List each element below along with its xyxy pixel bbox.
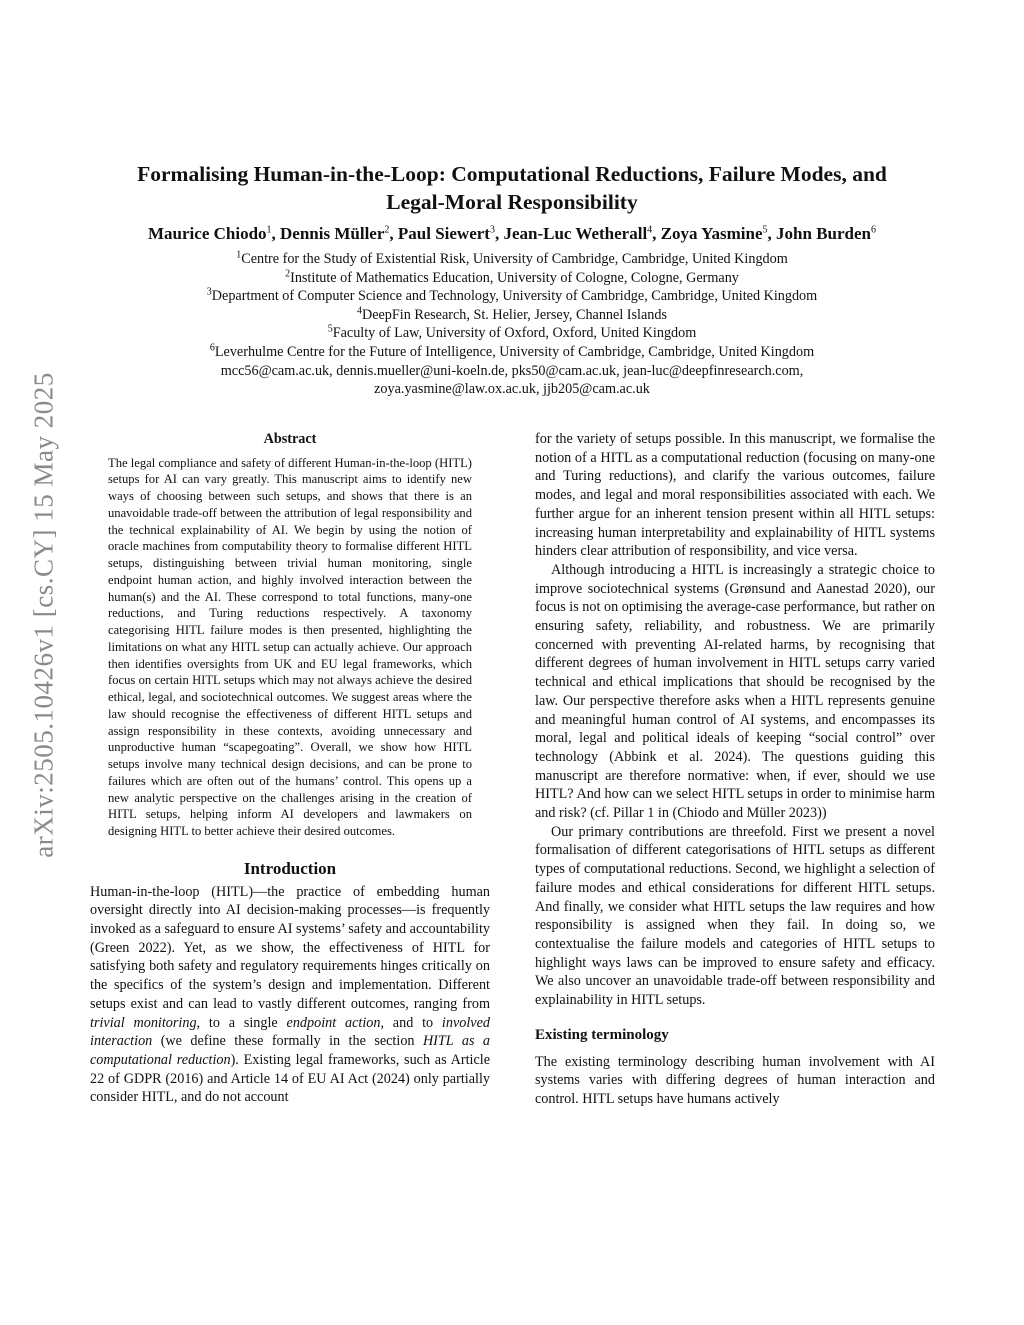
affiliation-text: Leverhulme Centre for the Future of Intelligence, University of Cambridge, Cambridge, United Kingdom bbox=[214, 343, 815, 360]
affiliation-sup: 5 bbox=[327, 323, 333, 335]
affiliation-text: Department of Computer Science and Technology, University of Cambridge, Cambridge, United Kingdom bbox=[211, 288, 818, 305]
affiliation-sup: 2 bbox=[285, 267, 291, 279]
intro-text: , to a single bbox=[196, 1014, 287, 1031]
arxiv-id: arXiv:2505.10426v1 [cs.CY] 15 May 2025 bbox=[28, 372, 59, 858]
author: Zoya Yasmine bbox=[660, 224, 763, 243]
affiliation-text: Centre for the Study of Existential Risk, University of Cambridge, Cambridge, United Kingdom bbox=[241, 251, 788, 267]
affiliation bbox=[80, 269, 944, 288]
abstract-text: The legal compliance and safety of different Human-in-the-loop (HITL) setups for AI can vary greatly. This manuscript aims to identify new ways of choosing between such setups, and shows that there is an unavoidable trade-off between the attribution of legal responsibility and the technical explainability of AI. We begin by using the notion of oracle machines from computability theory to formalise different HITL setups, distinguishing between trivial human monitoring, single endpoint human action, and highly involved interaction between the human(s) and the AI. These correspond to total functions, many-one reductions, and Turing reductions respectively. A taxonomy categorising HITL failure modes is then presented, highlighting the limitations on what any HITL setup can actually achieve. Our approach then identifies oversights from UK and EU legal frameworks, which focus on certain HITL setups which may not always achieve the desired ethical, legal, and sociotechnical outcomes. We suggest areas where the law should recognise the effectiveness of different HITL setups and assign responsibility in these contexts, avoiding unnecessary and unproductive human “scapegoating”. Overall, we show how HITL setups involve many technical design decisions, and can be prone to failures which are often out of the humans’ control. This opens up a new analytic perspective on the challenges arising in the creation of HITL setups, helping inform AI developers and lawmakers on designing HITL to better achieve their desired outcomes. bbox=[108, 455, 472, 839]
affiliation-list bbox=[80, 250, 944, 399]
author-sup: 1 bbox=[266, 224, 272, 236]
author: Paul Siewert bbox=[397, 224, 490, 243]
email-line: mcc56@cam.ac.uk, dennis.mueller@uni-koeln.de, pks50@cam.ac.uk, jean-luc@deepfinresearch.com, bbox=[220, 362, 804, 379]
affiliation-sup: 4 bbox=[356, 305, 362, 317]
affiliation bbox=[80, 343, 944, 362]
author: Jean-Luc Wetherall bbox=[503, 224, 648, 243]
left-column bbox=[90, 430, 490, 1107]
email-line: zoya.yasmine@law.ox.ac.uk, jjb205@cam.ac.uk bbox=[374, 381, 650, 398]
author: Dennis Müller bbox=[280, 224, 385, 243]
title-line-2: Legal-Moral Responsibility bbox=[386, 190, 638, 214]
author-sup: 2 bbox=[384, 224, 390, 236]
affiliation-sup: 6 bbox=[209, 342, 215, 354]
right-column bbox=[535, 430, 935, 1109]
author-sup: 3 bbox=[489, 224, 495, 236]
affiliation-text: Institute of Mathematics Education, University of Cologne, Cologne, Germany bbox=[290, 269, 739, 286]
body-paragraph: The existing terminology describing human involvement with AI systems varies with differing degrees of human interaction and control. HITL setups have humans actively bbox=[535, 1053, 935, 1107]
body-paragraph: Our primary contributions are threefold. First we present a novel formalisation of different categorisations of HITL setups as different types of computational reductions. Second, we highlight a selection of failure modes and ethical considerations for different HITL setups. And finally, we consider what HITL setups the law requires and how responsibility is assigned when they fail. In doing so, we contextualise the failure models and categories of HITL setups to highlight ways laws can be improved to ensure safety and efficacy. We also uncover an unavoidable trade-off between responsibility and explainability in HITL setups. bbox=[535, 823, 935, 1009]
author: John Burden bbox=[776, 224, 871, 243]
arxiv-stamp bbox=[0, 372, 92, 858]
affiliation bbox=[80, 324, 944, 343]
intro-emphasis: involved interaction bbox=[90, 1014, 490, 1050]
introduction-paragraph bbox=[90, 883, 490, 1107]
intro-text: Human-in-the-loop (HITL)—the practice of embedding human oversight directly into AI decision-making processes—is frequently invoked as a safeguard to ensure AI systems’ safety and accountability (Green 2022). Yet, as we show, the effectiveness of HITL for satisfying both safety and regulatory requirements hinges critically on the specifics of the system’s design and implementation. Different setups exist and can lead to vastly different outcomes, ranging from bbox=[90, 883, 491, 1012]
paper-title bbox=[80, 160, 944, 216]
affiliation bbox=[80, 250, 944, 269]
intro-emphasis: HITL as a computational reduction bbox=[90, 1033, 490, 1068]
author-sup: 6 bbox=[870, 224, 876, 236]
affiliation-sup: 3 bbox=[206, 286, 212, 298]
introduction-heading: Introduction bbox=[243, 858, 337, 878]
paper-header bbox=[80, 160, 944, 399]
affiliation bbox=[80, 306, 944, 325]
intro-text: , and to bbox=[380, 1014, 442, 1031]
affiliation bbox=[80, 287, 944, 306]
intro-text: (we define these formally in the section bbox=[152, 1033, 423, 1050]
abstract-heading: Abstract bbox=[263, 431, 317, 447]
author: Maurice Chiodo bbox=[148, 224, 267, 243]
affiliation-text: DeepFin Research, St. Helier, Jersey, Channel Islands bbox=[361, 306, 668, 323]
existing-terminology-heading: Existing terminology bbox=[535, 1026, 669, 1043]
affiliation-sup: 1 bbox=[236, 249, 242, 261]
title-line-1: Formalising Human-in-the-Loop: Computational Reductions, Failure Modes, and bbox=[137, 162, 887, 186]
author-sup: 4 bbox=[647, 224, 653, 236]
author-list: Maurice Chiodo$^1$, Dennis Müller$^2$, Paul Siewert$^3$, Jean-Luc Wetherall$^4$, Zoya Yasmine$^5$, John Burden$^6$ bbox=[148, 224, 876, 243]
intro-text: ). Existing legal frameworks, such as Article 22 of GDPR (2016) and Article 14 of EU AI Act (2024) only partially consider HITL, and do not account bbox=[90, 1051, 490, 1106]
body-paragraph: for the variety of setups possible. In this manuscript, we formalise the notion of a HITL as a computational reduction (focusing on many-one and Turing reductions), and clarify the various outcomes, failure modes, and legal and moral responsibilities associated with each. We further argue for an inherent tension present within all HITL setups: increasing human interpretability and explainability of HITL systems hinders clear attribution of responsibility, and vice versa. bbox=[535, 431, 935, 560]
intro-emphasis: trivial monitoring bbox=[90, 1014, 197, 1031]
body-paragraph: Although introducing a HITL is increasingly a strategic choice to improve sociotechnical systems (Grønsund and Aanestad 2020), our focus is not on optimising the average-case performance, but rather on ensuring safety, reliability, and robustness. We are primarily concerned with preventing AI-related harms, by recognising that different degrees of human involvement in HITL setups carry varied technical and ethical implications that should be recognised by the law. Our perspective therefore asks when a HITL represents genuine and meaningful human control of AI systems, and encompasses its moral, legal and political ideals of keeping “social control” over technology (Abbink et al. 2024). The questions guiding this manuscript are therefore normative: when, if ever, should we use HITL? And how can we select HITL setups in order to minimise harm and risk? (cf. Pillar 1 in (Chiodo and Müller 2023)) bbox=[535, 561, 935, 822]
affiliation-text: Faculty of Law, University of Oxford, Oxford, United Kingdom bbox=[332, 325, 697, 342]
author-sup: 5 bbox=[762, 224, 768, 236]
intro-emphasis: endpoint action bbox=[286, 1014, 381, 1031]
